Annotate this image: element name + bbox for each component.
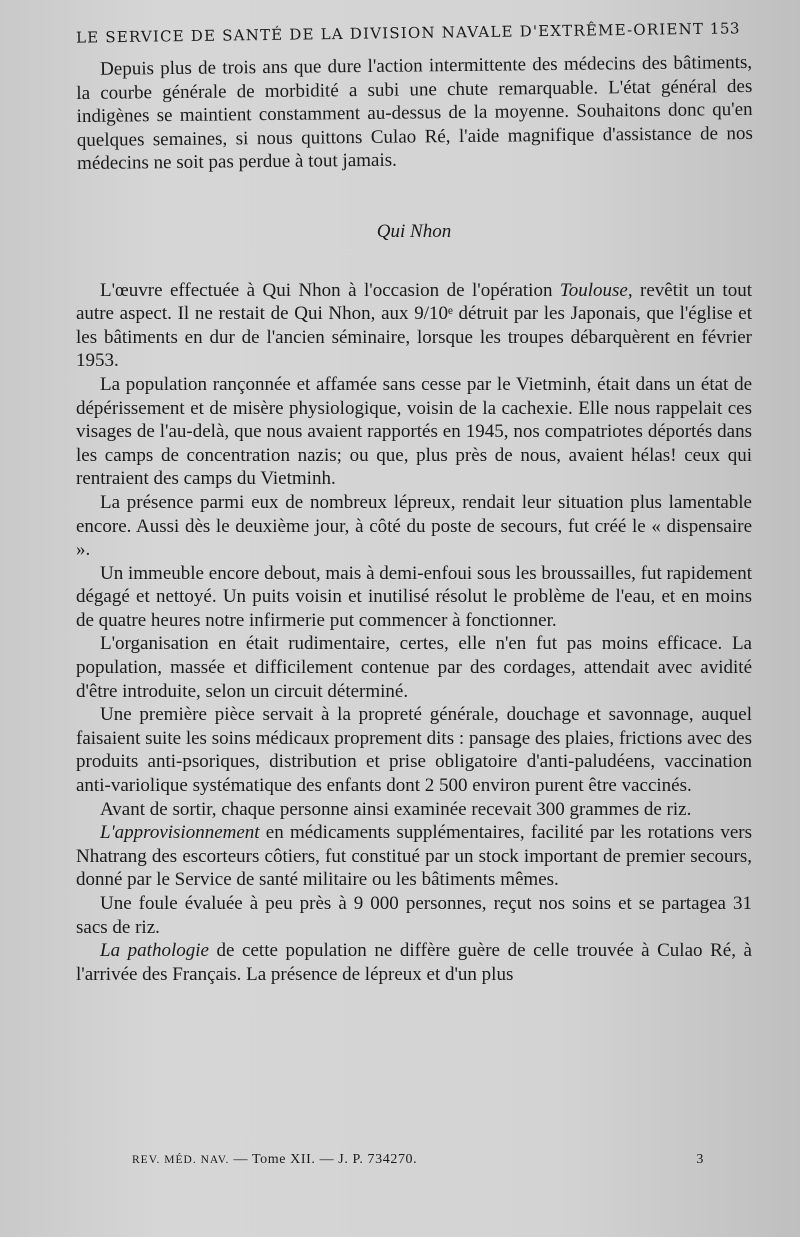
paragraph-3: La présence parmi eux de nombreux lépreux, rendait leur situation plus lamentable encore. Aussi dès le deuxième jour, à côté du poste de secours, fut créé le « dispensaire ». [76,491,752,561]
journal-abbrev: REV. MÉD. NAV. [132,1154,230,1166]
paragraph-8-lead: L'approvisionnement [100,822,260,844]
section-heading: Qui Nhon [376,220,452,242]
paragraph-1-text: L'œuvre effectuée à Qui Nhon à l'occasion de l'opération [100,279,560,301]
footer-citation [132,1152,417,1168]
paragraph-4: Un immeuble encore debout, mais à demi-enfoui sous les broussailles, fut rapidement dégagé et nettoyé. Un puits voisin et inutilisé résolut le problème de l'eau, et en moins de quatre heures notre infirmerie put commencer à fonctionner. [76,562,752,631]
page-footer [132,1152,704,1168]
operation-name: Toulouse, [559,279,633,301]
paragraph-2: La population rançonnée et affamée sans cesse par le Vietminh, était dans un état de dépérissement et de misère physiologique, voisin de la cachexie. Elle nous rappelait ces visages de l'au-delà, que nous avaient rapportés en 1945, nos compatriotes déportés dans les camps de concentration nazis; ou que, plus près de nous, avaient hélas! ceux qui rentraient des camps du Vietminh. [76,373,752,490]
running-header [76,19,740,46]
running-title: LE SERVICE DE SANTÉ DE LA DIVISION NAVALE D'EXTRÊME-ORIENT [75,19,705,47]
volume-info: — Tome XII. — J. P. 734270. [233,1152,418,1167]
paragraph-10-lead: La pathologie [100,940,209,962]
paragraph-1 [76,279,752,373]
paragraph-5: L'organisation en était rudimentaire, certes, elle n'en fut pas moins efficace. La population, massée et difficilement contenue par des cordages, attendait avec avidité d'être introduite, selon un circuit déterminé. [76,633,752,702]
paragraph-6: Une première pièce servait à la propreté générale, douchage et savonnage, auquel faisaient suite les soins médicaux proprement dits : pansage des plaies, frictions avec des produits anti-psoriques, distribution et prise obligatoire d'anti-paludéens, vaccination anti-variolique systématique des enfants dont 2 500 environ purent être vaccinés. [76,704,752,797]
paragraph-10 [76,939,752,986]
intro-paragraph: Depuis plus de trois ans que dure l'action intermittente des médecins des bâtiments, la courbe générale de morbidité a subi une chute remarquable. L'état général des indigènes se maintient constamment au-dessus de la moyenne. Souhaitons donc qu'en quelques semaines, si nous quittons Culao Ré, l'aide magnifique d'assistance de nos médecins ne soit pas perdue à tout jamais. [76,51,753,175]
paragraph-9: Une foule évaluée à peu près à 9 000 personnes, reçut nos soins et se partagea 31 sacs de riz. [76,893,752,938]
paragraph-7: Avant de sortir, chaque personne ainsi examinée recevait 300 grammes de riz. [100,798,692,820]
page-number: 153 [709,19,741,38]
paragraph-8-text: en médicaments supplémentaires, facilité par les rotations vers Nhatrang des escorteurs côtiers, fut constitué par un stock important de premier secours, donné par le Service de santé militaire ou les bâtiments mêmes. [76,822,752,891]
paragraph-10-text: de cette population ne diffère guère de celle trouvée à Culao Ré, à l'arrivée des Français. La présence de lépreux et d'un plus [76,940,752,985]
signature-mark: 3 [696,1152,704,1167]
page-body [76,51,753,986]
paragraph-1-text-end: revêtit un tout autre aspect. Il ne restait de Qui Nhon, aux 9/10ᵉ détruit par les Japonais, que l'église et les bâtiments en dur de l'ancien séminaire, lorsque les troupes débarquèrent en février 1953. [76,279,752,372]
paragraph-8 [76,821,752,892]
